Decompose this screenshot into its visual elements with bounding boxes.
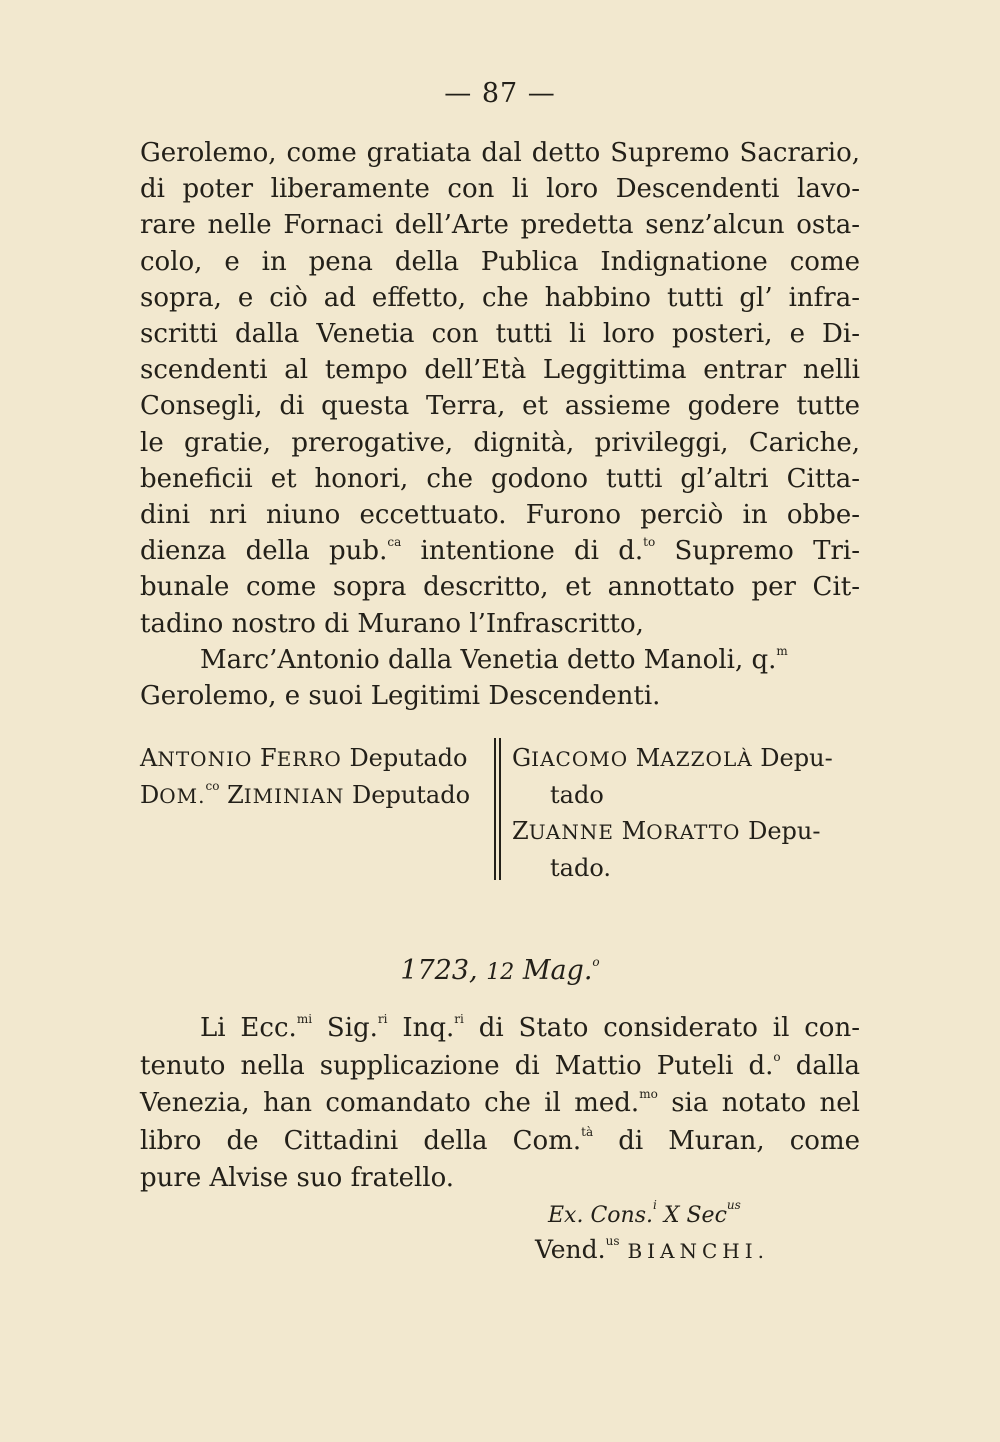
signatory-zuanne-moratto: ZUANNE MORATTO Depu- xyxy=(512,817,821,845)
text-line: Marc’Antonio dalla Venetia detto Manoli, q.$^m$ xyxy=(200,643,788,675)
closing-reference: Ex. Cons.$^i$ X Sec$^{us}$ xyxy=(548,1198,741,1228)
decree-line: libro de Cittadini della Com.$^{tà}$ di Muran, come xyxy=(140,1124,860,1156)
signature-right xyxy=(512,740,833,886)
text-line: tadino nostro di Murano l’Infrascritto, xyxy=(140,608,644,639)
date-heading: 1723, 12 Mag.$^o$ xyxy=(400,955,600,986)
text-line: colo, e in pena della Publica Indignatione come xyxy=(140,246,860,277)
column-rule-right xyxy=(499,738,501,880)
signatory-continuation: tado xyxy=(550,781,604,809)
text-line: Gerolemo, come gratiata dal detto Supremo Sacrario, xyxy=(140,138,860,168)
signatory-giacomo-mazzola: GIACOMO MAZZOLÀ Depu- xyxy=(512,744,833,772)
text-line: sopra, e ciò ad effetto, che habbino tutti gl’ infra- xyxy=(140,282,860,313)
signature-left xyxy=(140,740,470,814)
text-line: le gratie, prerogative, dignità, privileggi, Cariche, xyxy=(140,427,860,458)
text-line: dienza della pub.$^{ca}$ intentione di d.$^{to}$ Supremo Tri- xyxy=(140,535,861,567)
signatory-antonio-ferro: ANTONIO FERRO Deputado xyxy=(140,744,468,772)
text-line: Gerolemo, e suoi Legitimi Descendenti. xyxy=(140,681,661,711)
decree-line: tenuto nella supplicazione di Mattio Puteli d.$^o$ dalla xyxy=(140,1049,860,1081)
text-line: scendenti al tempo dell’Età Leggittima entrar nelli xyxy=(140,355,860,386)
text-line: scritti dalla Venetia con tutti li loro posteri, e Di- xyxy=(140,319,860,349)
signatory-continuation: tado. xyxy=(550,854,611,882)
decree-line: Li Ecc.$^{mi}$ Sig.$^{ri}$ Inq.$^{ri}$ di Stato considerato il con- xyxy=(200,1012,860,1043)
page-number: — 87 — xyxy=(444,78,556,109)
closing-signature: Vend.$^{us}$ BIANCHI. xyxy=(535,1234,769,1264)
decree-line: pure Alvise suo fratello. xyxy=(140,1163,455,1193)
text-line: beneficii et honori, che godono tutti gl’altri Citta- xyxy=(140,463,860,494)
text-line: di poter liberamente con li loro Descendenti lavo- xyxy=(140,174,860,205)
text-line: dini nri niuno eccettuato. Furono perciò in obbe- xyxy=(140,500,860,530)
text-line: Consegli, di questa Terra, et assieme godere tutte xyxy=(140,391,860,422)
text-line: rare nelle Fornaci dell’Arte predetta senz’alcun osta- xyxy=(140,210,860,241)
signatory-dom-ziminian: DOM.$^{co}$ ZIMINIAN Deputado xyxy=(140,779,471,809)
text-line: bunale come sopra descritto, et annottato per Cit- xyxy=(140,572,860,603)
column-rule-left xyxy=(494,738,496,880)
decree-line: Venezia, han comandato che il med.$^{mo}$ sia notato nel xyxy=(140,1087,860,1118)
